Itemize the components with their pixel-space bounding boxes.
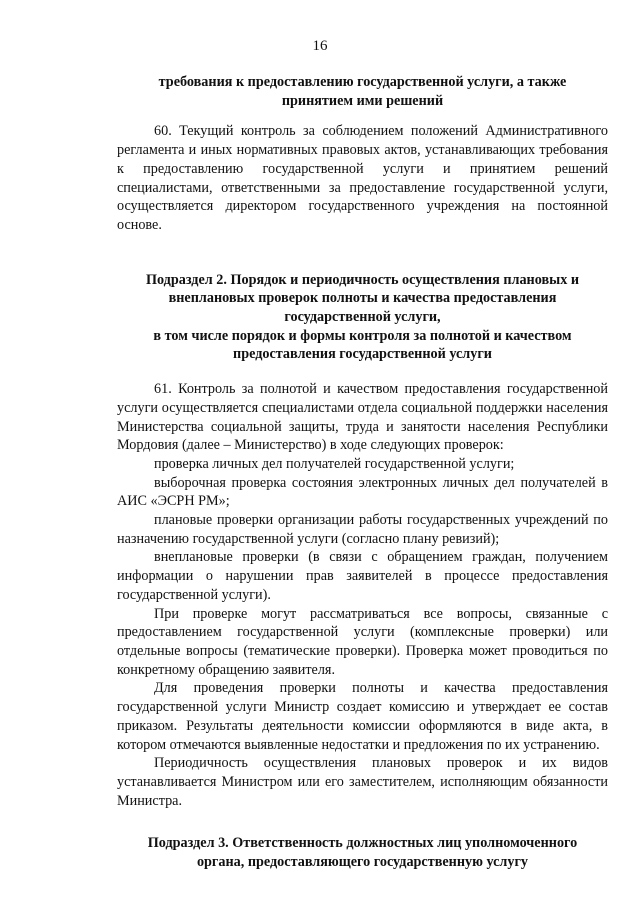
heading-line: принятием ими решений <box>281 92 444 109</box>
section-heading <box>117 73 608 110</box>
check-item: проверка личных дел получателей государственной услуги; <box>154 455 515 472</box>
check-item: выборочная проверка состояния электронных личных дел получателей в АИС «ЭСРН РМ»; <box>117 474 608 510</box>
heading-line: предоставления государственной услуги <box>233 346 492 363</box>
subsection-3-heading <box>117 834 608 871</box>
heading-line: государственной услуги, <box>284 309 441 326</box>
paragraph-scope: При проверке могут рассматриваться все вопросы, связанные с предоставлением государственной услуги (комплексные проверки) или отдельные вопросы (тематические проверки). Проверка может проводиться по конкретному обращению заявителя. <box>117 605 608 678</box>
heading-line: органа, предоставляющего государственную услугу <box>196 854 529 871</box>
check-item: внеплановые проверки (в связи с обращением граждан, получением информации о нарушении прав заявителей в процессе предоставления государственной услуги). <box>117 549 608 603</box>
subsection-2-heading <box>117 271 608 365</box>
heading-line: внеплановых проверок полноты и качества предоставления <box>168 290 557 307</box>
paragraph-periodicity: Периодичность осуществления плановых проверок и их видов устанавливается Министром или его заместителем, исполняющим обязанности Министра. <box>117 755 608 809</box>
heading-line: в том числе порядок и формы контроля за полнотой и качеством <box>153 327 572 344</box>
heading-line: Подраздел 3. Ответственность должностных лиц уполномоченного <box>147 835 578 852</box>
check-item: плановые проверки организации работы государственных учреждений по назначению государственной услуги (согласно плану ревизий); <box>117 512 608 547</box>
heading-line: требования к предоставлению государственной услуги, а также <box>158 74 567 90</box>
paragraph-61: 61. Контроль за полнотой и качеством предоставления государственной услуги осуществляется специалистами отдела социальной поддержки населения Министерства социальной защиты, труда и занятости населения Республики Мордовия (далее – Министерство) в ходе следующих проверок: <box>117 381 608 454</box>
document-body <box>117 73 608 872</box>
paragraph-commission: Для проведения проверки полноты и качества предоставления государственной услуги Министр создает комиссию и утверждает ее состав приказом. Результаты деятельности комиссии оформляются в виде акта, в котором отмечаются выявленные недостатки и предложения по их устранению. <box>117 680 608 753</box>
heading-line: Подраздел 2. Порядок и периодичность осуществления плановых и <box>145 271 580 288</box>
page-number: 16 <box>312 38 328 54</box>
paragraph-60: 60. Текущий контроль за соблюдением положений Административного регламента и иных нормативных правовых актов, устанавливающих требования к предоставлению государственной услуги и принятием решений специалистами, ответственными за предоставление государственной услуги, осуществляется директором государственного учреждения на постоянной основе. <box>117 123 608 233</box>
